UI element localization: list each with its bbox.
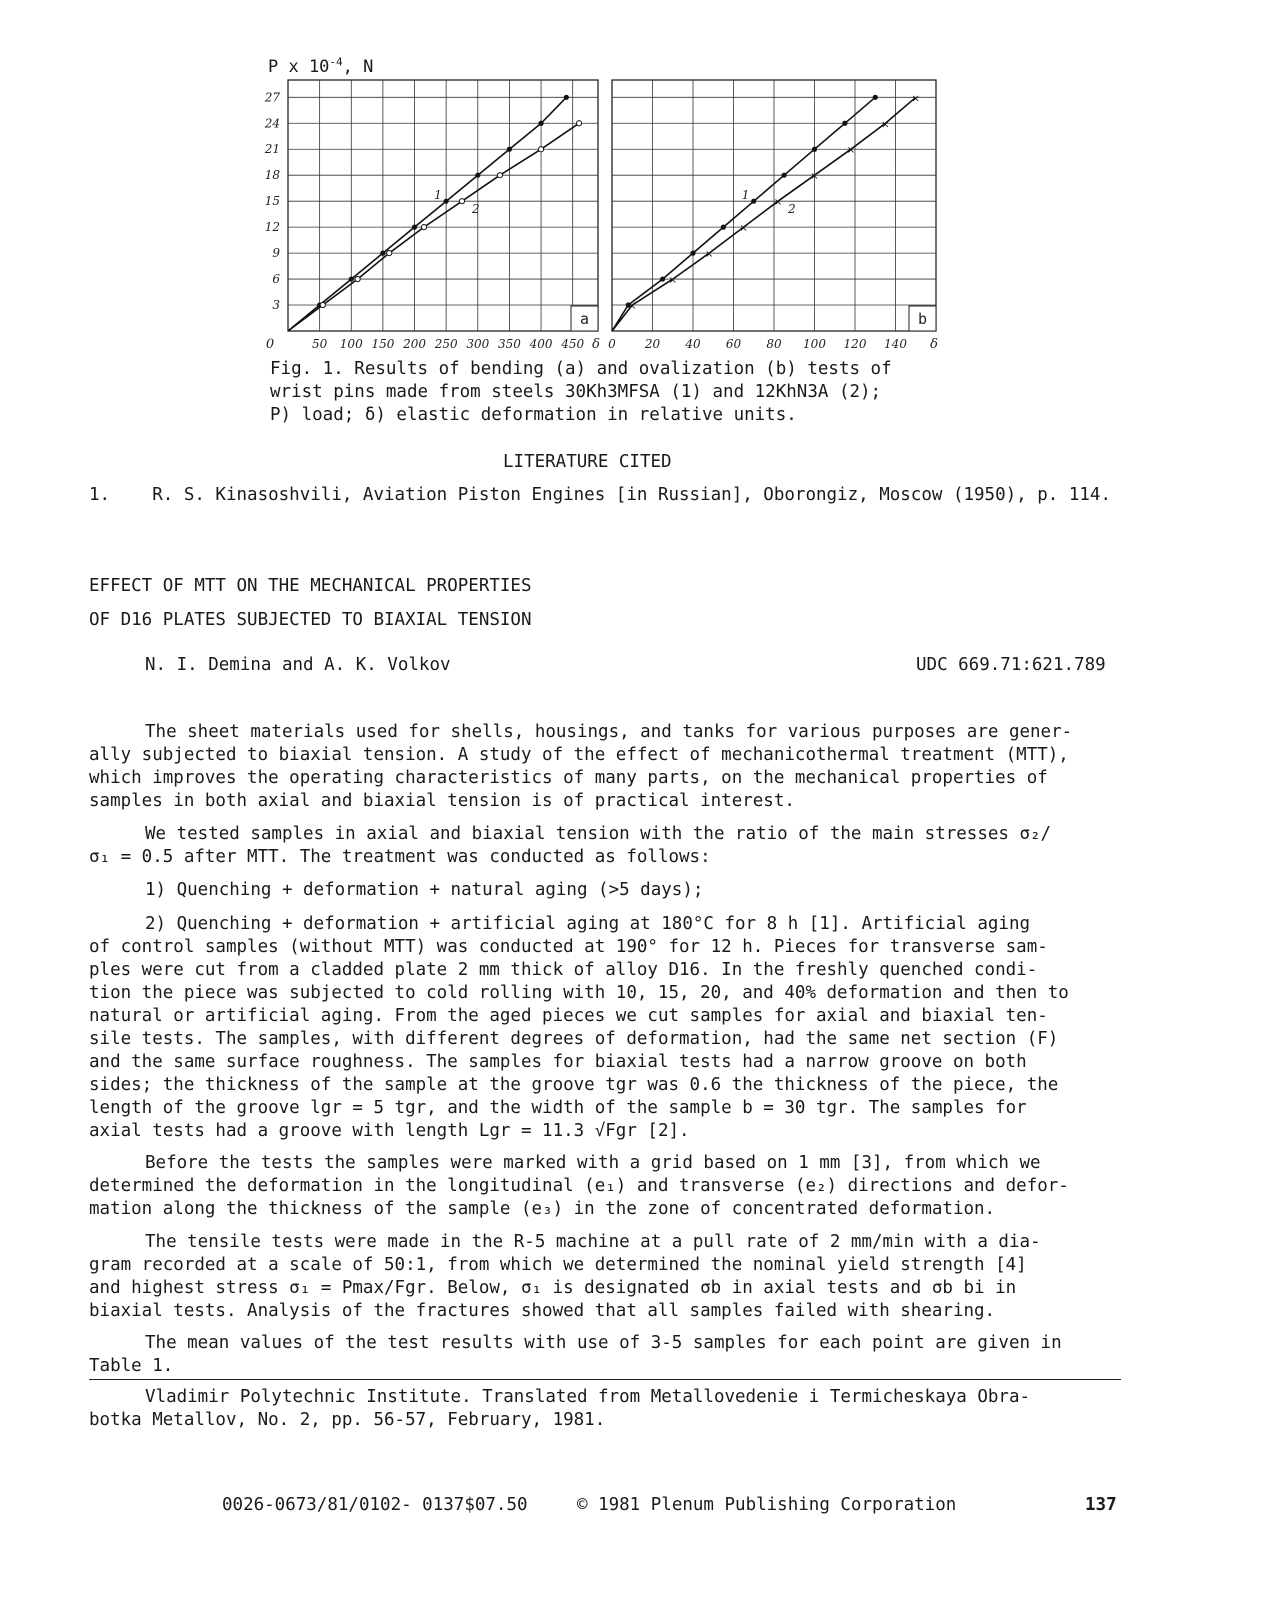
data-point-series-1 [380,251,385,256]
chart-plot [260,50,980,360]
paragraph-2: We tested samples in axial and biaxial tension with the ratio of the main stresses σ₂/ σ₁ = 0.5 after MTT. The treatment was conducted as follows: [89,824,1052,867]
footnote-divider [89,1379,1121,1380]
curve-label-2: 2 [471,202,480,217]
paragraph-4: Before the tests the samples were marked with a grid based on 1 mm [3], from which we determined the deformation in the longitudinal (e₁) and transverse (e₂) directions and defor- mation along the thickness of the sample (e₃) in the zone of concentrated deformation. [89,1153,1069,1219]
y-tick-label: 9 [272,246,280,261]
y-tick-label: 24 [264,116,280,131]
y-tick-label: 12 [264,220,280,235]
list-item-1: 1) Quenching + deformation + natural aging (>5 days); [145,880,704,900]
panel-letter-a: a [579,310,590,328]
x-tick-label: 400 [529,337,553,351]
data-point-series-1 [842,121,847,126]
paragraph-5: The tensile tests were made in the R-5 machine at a pull rate of 2 mm/min with a dia- gram recorded at a scale of 50:1, from which we determined the nominal yield strength [4] and highest stress σ₁ = Pmax/Fgr. Below, σ₁ is designated σb in axial tests and σb bi in biaxial tests. Analysis of the fractures showed that all samples failed with shearing. [89,1232,1041,1321]
data-point-series-1 [782,173,787,178]
series-line-2 [612,97,916,331]
data-point-series-2: × [668,275,677,287]
data-point-series-2 [320,302,325,307]
data-point-series-1 [721,225,726,230]
x-tick-label: 0 [608,337,616,351]
x-tick-label: 60 [725,337,742,351]
data-point-series-1 [507,147,512,152]
curve-label-1: 1 [741,188,750,203]
data-point-series-2 [459,199,464,204]
data-point-series-1 [660,276,665,281]
footer-copyright: © 1981 Plenum Publishing Corporation [577,1495,957,1515]
data-point-series-2: × [846,145,856,157]
x-tick-label: 100 [803,337,826,351]
article-authors: N. I. Demina and A. K. Volkov [145,655,451,675]
x-tick-label: 300 [466,337,490,351]
data-point-series-2: × [810,171,819,183]
x-tick-label: 120 [843,337,867,351]
x-tick-label: 80 [766,337,782,351]
y-axis-label: P x $10^{-4}$, N [268,55,374,77]
data-point-series-1 [538,121,543,126]
data-point-series-2 [538,147,543,152]
x-tick-label: 50 [311,337,328,351]
data-point-series-1 [444,199,449,204]
x-tick-label: 100 [339,337,363,351]
data-point-series-1 [349,276,354,281]
data-point-series-2: × [881,119,890,131]
footnote: Vladimir Polytechnic Institute. Translated from Metallovedenie i Termicheskaya Obra- botka Metallov, No. 2, pp. 56-57, February, 1981. [89,1387,1031,1430]
literature-heading: LITERATURE CITED [503,452,672,472]
y-tick-label: 6 [272,272,280,287]
literature-item: 1. R. S. Kinasoshvili, Aviation Piston Engines [in Russian], Oborongiz, Moscow (1950), p. 114. [89,485,1111,505]
y-tick-label: 27 [264,90,280,105]
page-number: 137 [1085,1495,1117,1515]
paragraph-3: 2) Quenching + deformation + artificial aging at 180°C for 8 h [1]. Artificial aging of control samples (without MTT) was conducted at 190° for 12 h. Pieces for transverse sam- ples were cut from a cladded plate 2 mm thick of alloy D16. In the freshly quenched condi- tion the piece was subjected to cold rolling with 10, 15, 20, and 40% deformation and then to natural or artificial aging. From the aged pieces we cut samples for axial and biaxial ten- sile tests. The samples, with different degrees of deformation, had the same net section (F) and the same surface roughness. The samples for biaxial tests had a narrow groove on both sides; the thickness of the sample at the groove tgr was 0.6 the thickness of the piece, the length of the groove lgr = 5 tgr, and the width of the sample b = 30 tgr. The samples for axial tests had a groove with length Lgr = 11.3 √Fgr [2]. [89,914,1069,1141]
x-tick-label: 250 [434,337,458,351]
data-point-series-1 [690,251,695,256]
data-point-series-2: × [773,197,783,209]
x-tick-label: 40 [685,337,701,351]
data-point-series-1 [873,95,878,100]
x-tick-label: 150 [371,337,395,351]
x-tick-label: 350 [497,337,521,351]
series-line-1 [288,97,566,331]
data-point-series-2 [497,173,502,178]
data-point-series-2 [355,276,360,281]
x-tick-label: 20 [644,337,661,351]
data-point-series-1 [812,147,817,152]
data-point-series-1 [412,225,417,230]
data-point-series-2: × [628,301,637,313]
figure-caption: Fig. 1. Results of bending (a) and ovalization (b) tests of wrist pins made from steels 30Kh3MFSA (1) and 12KhN3A (2); P) load; δ) elastic deformation in relative units. [270,359,892,425]
data-point-series-2: × [739,223,748,235]
footer-code: 0026-0673/81/0102- 0137$07.50 [222,1495,528,1515]
data-point-series-1 [564,95,569,100]
series-line-1 [612,97,875,331]
data-point-series-1 [475,173,480,178]
data-point-series-2 [576,121,581,126]
x-axis-symbol: δ [930,337,938,352]
curve-label-1: 1 [434,188,442,203]
article-udc: UDC 669.71:621.789 [916,655,1106,675]
origin-label: 0 [265,337,275,352]
data-point-series-2 [421,225,426,230]
curve-label-2: 2 [788,202,796,217]
y-tick-label: 21 [264,142,280,157]
article-title-line2: OF D16 PLATES SUBJECTED TO BIAXIAL TENSION [89,610,532,630]
article-title-line1: EFFECT OF MTT ON THE MECHANICAL PROPERTIES [89,576,532,596]
paragraph-1: The sheet materials used for shells, housings, and tanks for various purposes are gener- ally subjected to biaxial tension. A study of the effect of mechanicothermal treatment (MTT), which improves the operating characteristics of many parts, on the mechanical properties of samples in both axial and biaxial tension is of practical interest. [89,722,1073,811]
x-tick-label: 450 [561,337,585,351]
y-tick-label: 15 [264,194,280,209]
paragraph-6: The mean values of the test results with use of 3-5 samples for each point are given in Table 1. [89,1333,1062,1376]
x-tick-label: 140 [884,337,907,351]
x-axis-symbol: δ [592,337,600,352]
data-point-series-2 [387,251,392,256]
data-point-series-2: × [705,249,714,261]
data-point-series-1 [751,199,756,204]
y-tick-label: 18 [264,168,280,183]
panel-letter-b: b [917,310,928,328]
x-tick-label: 200 [403,337,426,351]
y-tick-label: 3 [272,298,280,313]
data-point-series-2: × [911,93,920,105]
figure-1 [260,50,980,360]
